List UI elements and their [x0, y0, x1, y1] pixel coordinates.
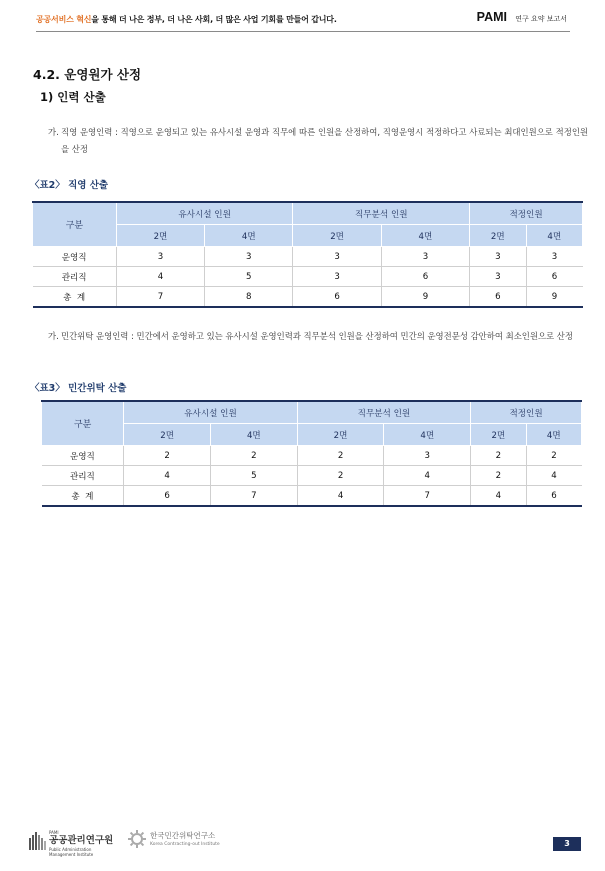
row-label: 관리직 — [33, 267, 117, 287]
sub-header: 4면 — [526, 424, 581, 446]
paragraph-text: 직영 운영인력 : 직영으로 운영되고 있는 유사시설 운영과 직무에 따른 인원을 산정하여, 직영운영시 적정하다고 사료되는 최대인원으로 적정인원을 산정 — [61, 127, 588, 154]
group-header: 유사시설 인원 — [124, 401, 297, 424]
sub-header: 2면 — [470, 225, 526, 247]
table-cell: 3 — [116, 247, 204, 267]
group-header: 직무분석 인원 — [297, 401, 470, 424]
slogan-highlight: 공공서비스 혁신 — [36, 15, 92, 24]
table-cell: 2 — [210, 446, 297, 466]
paragraph-text: 민간위탁 운영인력 : 민간에서 운영하고 있는 유사시설 운영인력과 직무분석 인원을 산정하여 민간의 운영전문성 감안하여 최소인원으로 산정 — [61, 331, 573, 341]
table-cell: 6 — [381, 267, 469, 287]
sub-header: 4면 — [526, 225, 582, 247]
paragraph-direct — [48, 124, 588, 158]
report-type: 연구 요약 보고서 — [515, 15, 567, 23]
table-caption: 〈표3〉 민간위탁 산출 — [30, 383, 127, 394]
table-cell: 2 — [526, 446, 581, 466]
table-row — [42, 446, 582, 466]
page-header — [36, 9, 570, 32]
sub-header: 4면 — [205, 225, 293, 247]
table-cell: 3 — [381, 247, 469, 267]
table-cell: 6 — [526, 267, 582, 287]
sub-header: 2면 — [297, 424, 384, 446]
table-cell: 6 — [526, 486, 581, 507]
group-header: 적정인원 — [471, 401, 582, 424]
row-header: 구분 — [42, 401, 124, 446]
table-cell: 4 — [471, 486, 526, 507]
sub-header: 4면 — [210, 424, 297, 446]
paragraph-outsourced — [48, 328, 588, 345]
sub-header: 2면 — [124, 424, 211, 446]
outsourced-staffing-table — [41, 400, 582, 507]
group-header: 직무분석 인원 — [293, 202, 470, 225]
table-row — [33, 267, 583, 287]
table-cell: 3 — [526, 247, 582, 267]
row-label: 관리직 — [42, 466, 124, 486]
kci-logo-sub: Korea Contracting-out Institute — [150, 842, 220, 847]
paragraph-marker: 가. — [48, 331, 59, 341]
table-cell: 9 — [526, 287, 582, 308]
table-cell: 4 — [526, 466, 581, 486]
row-header: 구분 — [33, 202, 117, 247]
table-cell: 6 — [124, 486, 211, 507]
pami-logo-small: PAMI — [49, 830, 59, 835]
table-cell: 4 — [116, 267, 204, 287]
table-cell: 3 — [293, 267, 381, 287]
page-footer — [29, 826, 584, 857]
table-cell: 4 — [124, 466, 211, 486]
table-cell: 5 — [210, 466, 297, 486]
table-cell: 3 — [293, 247, 381, 267]
direct-staffing-table — [32, 201, 583, 308]
table-cell: 3 — [384, 446, 471, 466]
table-cell: 2 — [124, 446, 211, 466]
pami-bars-icon — [29, 832, 46, 850]
table-row — [42, 466, 582, 486]
section-title: 4.2. 운영원가 산정 — [33, 67, 142, 82]
table-cell: 7 — [384, 486, 471, 507]
paragraph-marker: 가. — [48, 127, 59, 137]
table-cell: 6 — [470, 287, 526, 308]
group-header: 적정인원 — [470, 202, 583, 225]
kci-logo-name: 한국민간위탁연구소 — [150, 831, 216, 840]
sub-header: 2면 — [116, 225, 204, 247]
page-number: 3 — [553, 837, 581, 851]
table-cell: 3 — [205, 247, 293, 267]
header-slogan — [36, 14, 337, 25]
table-cell: 2 — [297, 446, 384, 466]
table-cell: 6 — [293, 287, 381, 308]
header-brand: PAMI — [476, 10, 507, 24]
gear-icon — [128, 830, 146, 848]
row-label: 운영직 — [33, 247, 117, 267]
table-caption: 〈표2〉 직영 산출 — [30, 180, 109, 191]
row-label: 총 계 — [33, 287, 117, 308]
table-cell: 2 — [297, 466, 384, 486]
sub-header: 2면 — [471, 424, 526, 446]
sub-header: 4면 — [384, 424, 471, 446]
section-subtitle: 1) 인력 산출 — [40, 90, 106, 104]
row-label: 운영직 — [42, 446, 124, 466]
sub-header: 2면 — [293, 225, 381, 247]
sub-header: 4면 — [381, 225, 469, 247]
table-cell: 4 — [297, 486, 384, 507]
table-cell: 9 — [381, 287, 469, 308]
pami-logo-name: 공공관리연구원 — [49, 835, 114, 846]
table-cell: 4 — [384, 466, 471, 486]
pami-logo — [29, 828, 115, 857]
table-cell: 2 — [471, 446, 526, 466]
group-header: 유사시설 인원 — [116, 202, 293, 225]
table-cell: 5 — [205, 267, 293, 287]
pami-logo-sub: Public Administration Management Institute — [49, 847, 94, 857]
table-cell: 3 — [470, 267, 526, 287]
table-row — [42, 486, 582, 507]
table-cell: 3 — [470, 247, 526, 267]
slogan-text: 을 통해 더 나은 정부, 더 나은 사회, 더 많은 사업 기회를 만들어 갑니다. — [91, 15, 337, 24]
table-row — [33, 287, 583, 308]
table-cell: 7 — [116, 287, 204, 308]
table-cell: 7 — [210, 486, 297, 507]
table-cell: 8 — [205, 287, 293, 308]
table-cell: 2 — [471, 466, 526, 486]
row-label: 총 계 — [42, 486, 124, 507]
table-row — [33, 247, 583, 267]
